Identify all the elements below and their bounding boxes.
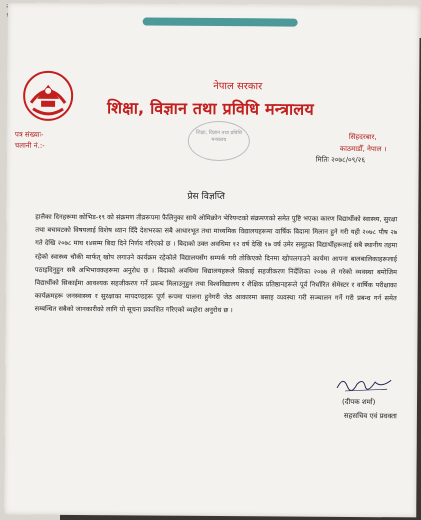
ministry-name: शिक्षा, विज्ञान तथा प्रविधि मन्त्रालय xyxy=(106,98,314,119)
government-name: नेपाल सरकार xyxy=(213,81,263,93)
paper-clip xyxy=(143,18,298,27)
location-line-1: सिंहदरबार, xyxy=(348,132,377,142)
letter-no-label: पत्र संख्याः- xyxy=(14,130,44,139)
body-paragraph xyxy=(35,211,398,319)
signatory-designation: सहसचिव एवं प्रवक्ता xyxy=(343,411,397,421)
date: मितिः २०७८/०९/२६ xyxy=(315,155,366,165)
press-release-title: प्रेस विज्ञप्ति xyxy=(187,191,225,203)
document-page xyxy=(4,3,420,518)
body-text: हालैका दिनहरूमा कोभिड-१९ को संक्रमण तीव्ररूपमा फैलिनुका साथै ओमिक्रोन भेरियन्टको संक्रमणको समेत पुष्टि भएका कारण विद्यार्थीको स्वास्थ्य, सुरक्षा तथा बचावटको विषयलाई विशेष ध्यान दिँदै देशभरका सबै आधारभूत तथा माध्यमिक विद्यालयहरूमा वार्षिक बिदामा मिलान हुने गरी यही २०७८ पौष २७ गते देखि २०७८ माघ १४सम्म बिदा दिने निर्णय गरिएको छ । बिदाको उक्त अवधिमा १२ वर्ष देखि १७ वर्ष उमेर समूहका विद्यार्थीहरूलाई सबै स्थानीय तहमा रहेको स्वास्थ्य चौकी मार्फत् खोप लगाउने कार्यक्रम रहेकोले विद्यालयसँग सम्पर्क गरी तोकिएको दिनमा खोपलगाउने कार्यमा आपना बालबालिकाहरूलाई पठाइदिनुहुन सबै अभिभावकहरूमा अनुरोध छ । बिदाको अवधिमा विद्यालयहरूले सिकाई सहजीकरण निर्देशिका २०७७ ले गरेको व्यवस्था बमोजिम विद्यार्थीको सिकाईमा आवश्यक सहजीकरण गर्ने प्रबन्ध मिलाउनुहुन तथा विश्वविद्यालय र शैक्षिक प्रतिष्ठानहरूले पूर्व निर्धारित सेमेस्टर र वार्षिक परीक्षाका कार्यक्रमहरू जनस्वास्थ्य र सुरक्षाका मापदण्डहरू पूर्ण रूपमा पालना हुनेगरी जेठ आकारमा बसाइ व्यवस्था गरी सञ्चालन गर्ने गरी प्रबन्ध गर्न समेत सम्बन्धित सबैको जानकारीको लागि यो सूचना प्रकाशित गरिएको व्यहोरा अनुरोध छ । xyxy=(34,212,398,315)
signature-icon xyxy=(335,374,393,394)
office-stamp: शिक्षा, विज्ञान तथा प्रविधि मन्त्रालय xyxy=(188,121,250,161)
dispatch-no-label: चलानी नं.:- xyxy=(14,141,45,150)
nepal-emblem-icon xyxy=(21,69,75,123)
signatory-name: (दीपक शर्मा) xyxy=(341,397,376,407)
location-line-2: काठमाडौँ, नेपाल । xyxy=(339,144,387,154)
